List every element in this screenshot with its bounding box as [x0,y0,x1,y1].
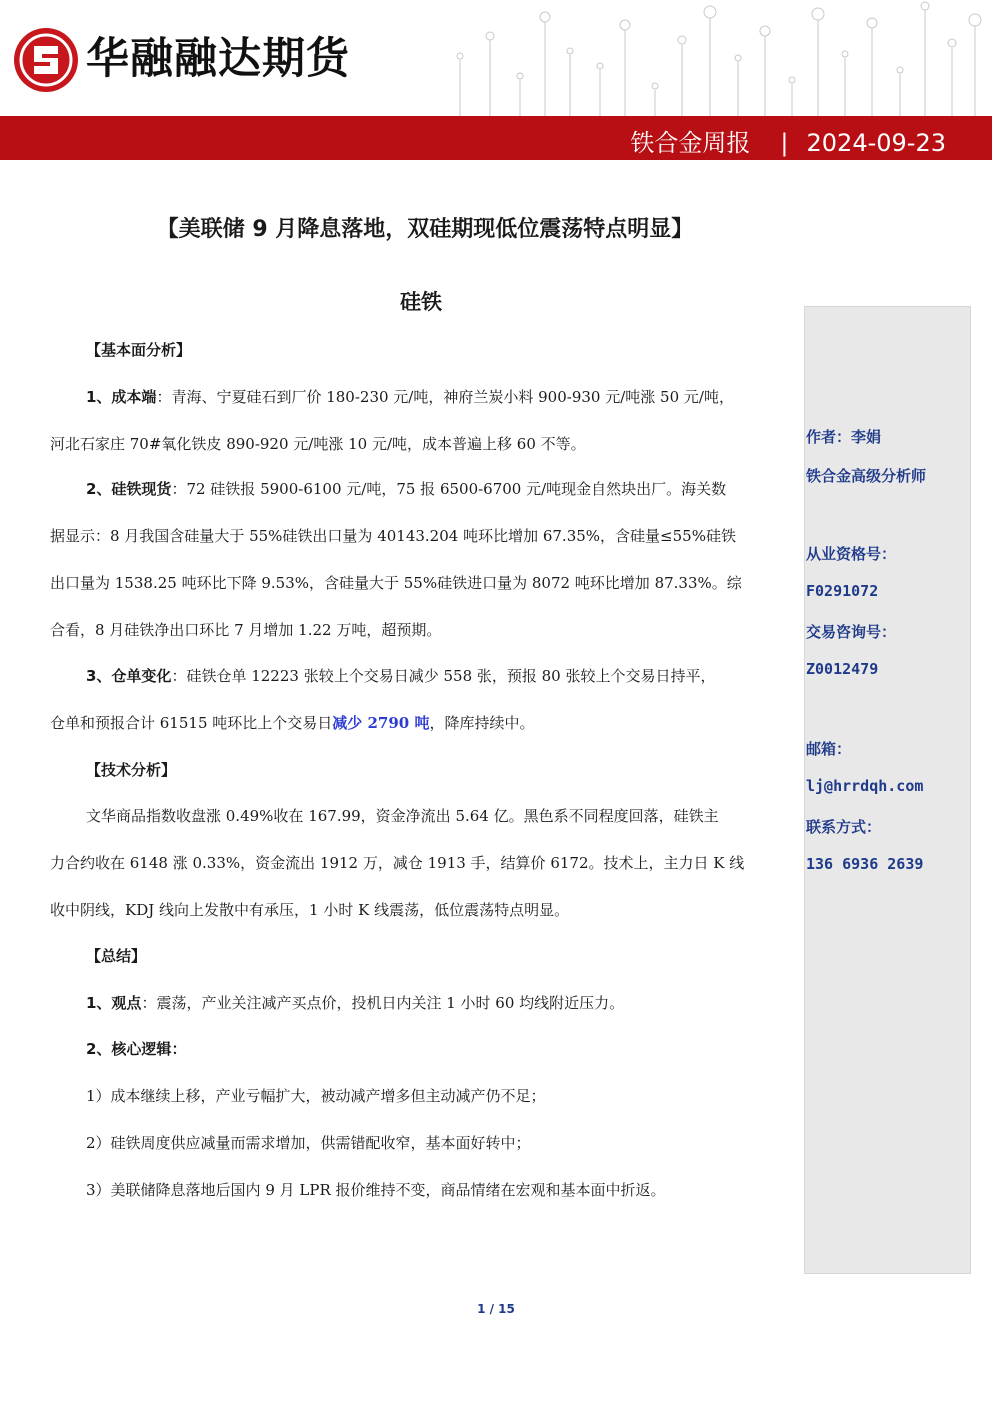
paragraph-text: ：72 硅铁报 5900-6100 元/吨，75 报 6500-6700 元/吨现金自然块出厂。海关数 [171,480,727,498]
paragraph-line [50,980,793,1027]
report-date: 2024-09-23 [806,129,946,157]
paragraph-line: 出口量为 1538.25 吨环比下降 9.53%，含硅量大于 55%硅铁进口量为 8072 吨环比增加 87.33%。综 [50,574,742,592]
paragraph-lead: 3、仓单变化 [86,667,172,685]
paragraph-spot [50,466,793,654]
paragraph-line [50,700,793,747]
header-banner [0,0,992,116]
contact-value: 136 6936 2639 [806,855,924,873]
paragraph-line [50,1026,793,1073]
section-heading-fundamental: 【基本面分析】 [86,341,192,359]
email-label: 邮箱： [806,740,852,758]
paragraph-line [50,653,793,700]
paragraph-text: ：青海、宁夏硅石到厂价 180-230 元/吨，神府兰炭小料 900-930 元/吨涨 50 元/吨， [156,388,734,406]
paragraph-view [50,980,793,1027]
report-title: 【美联储 9 月降息落地，双硅期现低位震荡特点明显】 [156,217,694,242]
logic-item: 3）美联储降息落地后国内 9 月 LPR 报价维持不变，商品情绪在宏观和基本面中折返。 [86,1181,666,1199]
paragraph-text: 仓单和预报合计 61515 吨环比上个交易日 [50,714,333,732]
consult-label: 交易咨询号： [806,623,897,641]
header-red-band [0,116,992,160]
consult-value: Z0012479 [806,660,879,678]
paragraph-line: 合看，8 月硅铁净出口环比 7 月增加 1.22 万吨，超预期。 [50,621,442,639]
report-type: 铁合金周报 [630,129,751,157]
email-value[interactable]: lj@hrrdqh.com [806,777,924,795]
qualification-label: 从业资格号： [806,545,897,563]
decorative-lines-graphic [420,0,992,116]
paragraph-text: ：硅铁仓单 12223 张较上个交易日减少 558 张，预报 80 张较上个交易日持平， [171,667,716,685]
paragraph-line [50,374,793,421]
logic-item: 2）硅铁周度供应减量而需求增加，供需错配收窄，基本面好转中； [86,1134,531,1152]
brand-name: 华融融达期货 [86,34,350,84]
paragraph-lead: 2、硅铁现货 [86,480,172,498]
author-name: 作者：李娟 [806,428,882,446]
section-heading-summary: 【总结】 [86,947,147,965]
header-band-text [630,116,946,160]
paragraph-cost [50,374,793,468]
page-number: 1 / 15 [477,1302,515,1316]
paragraph-text: ，降库持续中。 [429,714,535,732]
paragraph-technical [50,793,793,934]
author-role: 铁合金高级分析师 [806,467,927,485]
report-subtitle: 硅铁 [400,290,442,314]
paragraph-line [50,466,793,513]
logic-item: 1）成本继续上移，产业亏幅扩大，被动减产增多但主动减产仍不足； [86,1087,546,1105]
highlight-value: 减少 2790 吨 [332,714,430,732]
report-header [0,0,992,160]
paragraph-line: 收中阴线，KDJ 线向上发散中有承压，1 小时 K 线震荡，低位震荡特点明显。 [50,901,570,919]
contact-label: 联系方式： [806,818,882,836]
paragraph-text: ：震荡，产业关注减产买点价，投机日内关注 1 小时 60 均线附近压力。 [141,994,625,1012]
paragraph-line: 据显示：8 月我国含硅量大于 55%硅铁出口量为 40143.204 吨环比增加 67.35%，含硅量≤55%硅铁 [50,527,736,545]
paragraph-logic [50,1026,793,1214]
header-separator: | [780,129,789,157]
paragraph-lead: 1、观点 [86,994,142,1012]
paragraph-lead: 1、成本端 [86,388,157,406]
paragraph-line: 力合约收在 6148 涨 0.33%，资金流出 1912 万，减仓 1913 手，结算价 6172。技术上，主力日 K 线 [50,854,745,872]
paragraph-lead: 2、核心逻辑： [86,1040,187,1058]
section-heading-technical: 【技术分析】 [86,761,177,779]
paragraph-line: 文华商品指数收盘涨 0.49%收在 167.99，资金净流出 5.64 亿。黑色系不同程度回落，硅铁主 [86,807,719,825]
company-logo-icon [12,26,80,94]
paragraph-warehouse [50,653,793,747]
qualification-value: F0291072 [806,582,879,600]
paragraph-line: 河北石家庄 70#氧化铁皮 890-920 元/吨涨 10 元/吨，成本普遍上移 60 不等。 [50,435,586,453]
